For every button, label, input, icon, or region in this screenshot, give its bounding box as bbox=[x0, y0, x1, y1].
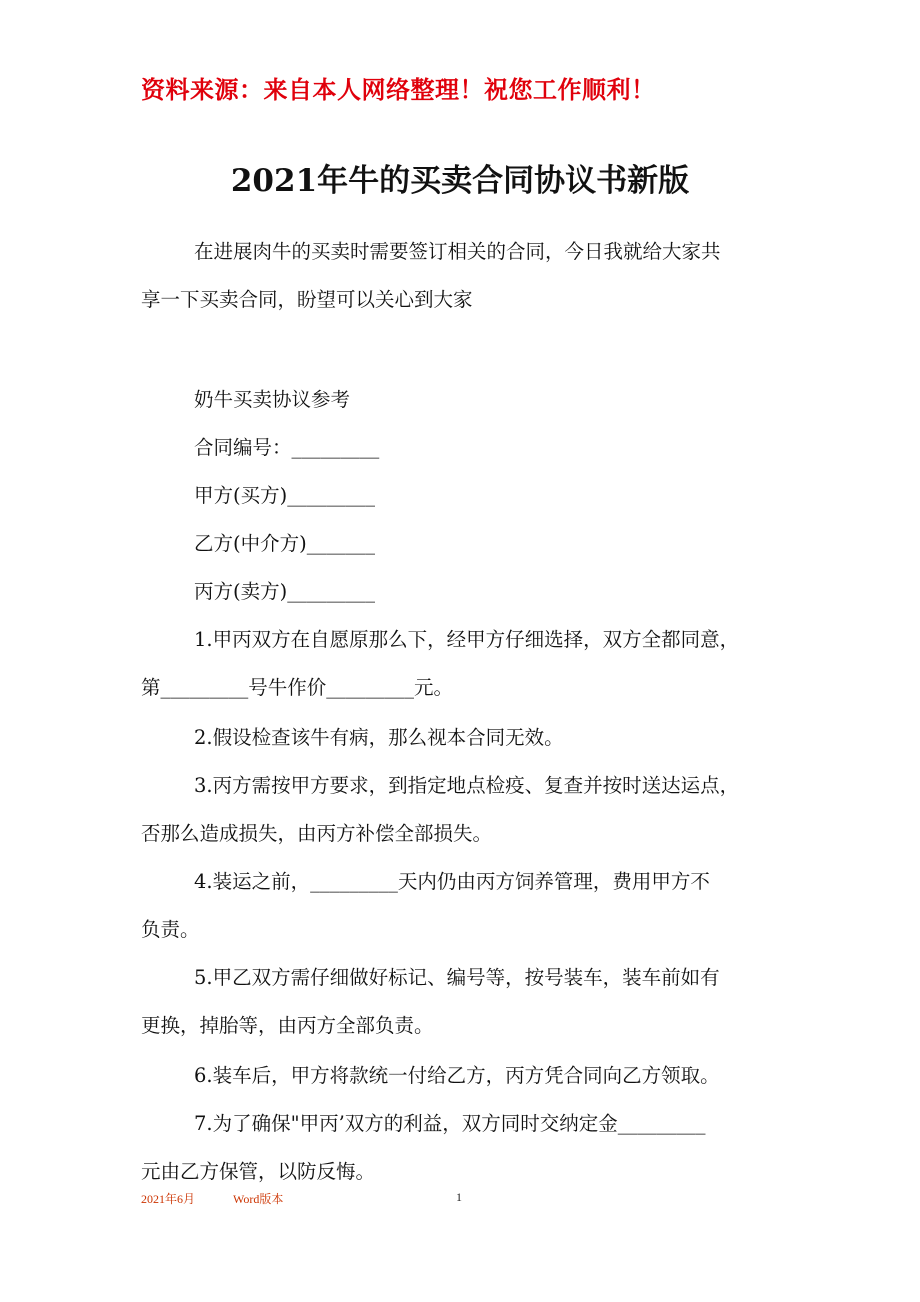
party-c-line: 丙方(卖方)_________ bbox=[194, 580, 375, 603]
clause-4 bbox=[141, 858, 781, 954]
clause-1 bbox=[141, 616, 781, 712]
clause-5-line-1: 5.甲乙双方需仔细做好标记、编号等，按号装车，装车前如有 bbox=[194, 966, 720, 989]
document-title: 2021年牛的买卖合同协议书新版 bbox=[230, 163, 690, 199]
clause-3-line-2: 否那么造成损失，由丙方补偿全部损失。 bbox=[141, 822, 493, 845]
footer-page-number: 1 bbox=[456, 1190, 462, 1204]
clause-4-line-2: 负责。 bbox=[141, 918, 200, 941]
clause-1-line-2: 第_________号牛作价_________元。 bbox=[141, 676, 454, 699]
clause-4-line-1: 4.装运之前，_________天内仍由丙方饲养管理，费用甲方不 bbox=[194, 870, 710, 893]
clause-7 bbox=[141, 1100, 781, 1196]
clause-7-line-2: 元由乙方保管，以防反悔。 bbox=[141, 1160, 376, 1183]
intro-paragraph bbox=[141, 228, 781, 324]
party-a-line: 甲方(买方)_________ bbox=[194, 484, 375, 507]
clause-5 bbox=[141, 954, 781, 1050]
clause-1-line-1: 1.甲丙双方在自愿原那么下，经甲方仔细选择，双方全都同意， bbox=[194, 628, 740, 651]
clause-3 bbox=[141, 762, 781, 858]
clause-3-line-1: 3.丙方需按甲方要求，到指定地点检疫、复查并按时送达运点， bbox=[194, 774, 740, 797]
intro-line-1: 在进展肉牛的买卖时需要签订相关的合同，今日我就给大家共 bbox=[194, 240, 721, 263]
footer-edition: Word版本 bbox=[233, 1192, 284, 1206]
clause-2: 2.假设检查该牛有病，那么视本合同无效。 bbox=[194, 726, 564, 749]
party-b-line: 乙方(中介方)_______ bbox=[194, 532, 375, 555]
clause-7-line-1: 7.为了确保"甲丙’双方的利益，双方同时交纳定金_________ bbox=[194, 1112, 706, 1135]
section-heading: 奶牛买卖协议参考 bbox=[194, 388, 351, 411]
clause-5-line-2: 更换，掉胎等，由丙方全部负责。 bbox=[141, 1014, 434, 1037]
clause-6: 6.装车后，甲方将款统一付给乙方，丙方凭合同向乙方领取。 bbox=[194, 1064, 720, 1087]
contract-number-line: 合同编号：_________ bbox=[194, 436, 380, 459]
source-banner: 资料来源：来自本人网络整理！祝您工作顺利！ bbox=[141, 76, 656, 104]
footer-date: 2021年6月 bbox=[141, 1192, 196, 1206]
intro-line-2: 享一下买卖合同，盼望可以关心到大家 bbox=[141, 288, 473, 311]
